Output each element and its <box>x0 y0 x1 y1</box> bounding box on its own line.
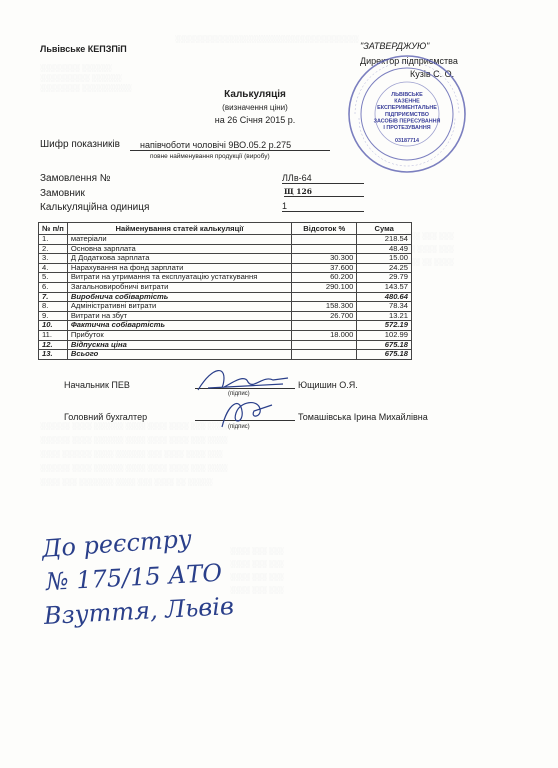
director-name: Кузів С. О. <box>410 69 455 79</box>
row-sum: 675.18 <box>357 340 412 350</box>
document-subtitle: (визначення ціни) <box>222 103 288 112</box>
order-value: ЛЛв-64 <box>282 173 364 184</box>
table-header-row <box>39 223 412 235</box>
table-row <box>39 350 412 360</box>
table-row <box>39 292 412 302</box>
accountant-signature-caption: (підпис) <box>228 424 250 430</box>
approval-label: "ЗАТВЕРДЖУЮ" <box>360 41 430 51</box>
row-percent: 60.200 <box>292 273 357 283</box>
row-sum: 143.57 <box>357 282 412 292</box>
row-percent: 37.600 <box>292 263 357 273</box>
document-title: Калькуляція <box>224 89 286 100</box>
document-date: на 26 Січня 2015 р. <box>214 115 296 125</box>
row-percent <box>292 350 357 360</box>
table-row <box>39 321 412 331</box>
product-caption: повне найменування продукції (виробу) <box>150 153 270 160</box>
director-line: Директор підприємства <box>360 56 458 66</box>
row-sum: 675.18 <box>357 350 412 360</box>
seal-text-line: ЕКСПЕРИМЕНТАЛЬНЕ <box>377 105 437 112</box>
row-number: 2. <box>39 244 68 254</box>
head-signature-caption: (підпис) <box>228 391 250 397</box>
row-name: Основна зарплата <box>67 244 291 254</box>
accountant-name: Томашівська Ірина Михайлівна <box>298 412 428 422</box>
customer-label: Замовник <box>40 188 85 199</box>
handwritten-note-line-3: Взуття, Львів <box>43 592 235 630</box>
row-percent <box>292 321 357 331</box>
row-name: Адміністративні витрати <box>67 302 291 312</box>
row-number: 11. <box>39 330 68 340</box>
row-percent: 26.700 <box>292 311 357 321</box>
row-number: 4. <box>39 263 68 273</box>
row-number: 5. <box>39 273 68 283</box>
row-percent <box>292 244 357 254</box>
row-sum: 78.34 <box>357 302 412 312</box>
row-sum: 102.99 <box>357 330 412 340</box>
head-label: Начальник ПЕВ <box>64 380 130 390</box>
row-percent: 30.300 <box>292 254 357 264</box>
accountant-signature <box>210 393 280 431</box>
row-sum: 15.00 <box>357 254 412 264</box>
handwritten-note-line-1: До реєстру <box>41 524 193 563</box>
row-name: Нарахування на фонд зарплати <box>67 263 291 273</box>
row-number: 3. <box>39 254 68 264</box>
seal-text-line: ЛЬВІВСЬКЕ <box>391 92 423 98</box>
bleed-through-text: ░░░░░░░░░░░░░░░░░░░░░░░░░░░░░░░░░░░░░ <box>175 36 359 43</box>
order-label: Замовлення № <box>40 173 111 184</box>
row-number: 6. <box>39 282 68 292</box>
head-name: Ющишин О.Я. <box>298 380 358 390</box>
row-name: Прибуток <box>67 330 291 340</box>
row-name: Всього <box>67 350 291 360</box>
row-number: 10. <box>39 321 68 331</box>
row-percent <box>292 292 357 302</box>
row-sum: 480.64 <box>357 292 412 302</box>
calculation-table <box>38 222 412 360</box>
row-percent <box>292 235 357 245</box>
product-name: напівчоботи чоловічі 9ВО.05.2 р.275 <box>130 140 330 151</box>
table-row <box>39 302 412 312</box>
seal-text-line: КАЗЕННЕ <box>394 98 420 105</box>
table-row <box>39 311 412 321</box>
row-number: 9. <box>39 311 68 321</box>
seal-text-line: І ПРОТЕЗУВАННЯ <box>383 125 431 131</box>
bleed-through-text: ░░░░░░ ░░░░ ░░░░░░ ░░░░ ░░░░ ░░░░ ░░░ ░░░░ ░░░░░░ ░░░░ ░░░░░░ ░░░░ ░░░░ ░░░░ ░░░ ░░░░ ░░░░ ░░░░░░ ░░░░ ░░░░░░ ░░░ ░░░░ ░░░░ ░░░ ░░░░░░ ░░░░ ░░░░░░ ░░░░ ░░░░ ░░░░ ░░░ ░░░░ ░░░░ ░░░ ░░░░░░░ ░░░░ ░░░ ░░░░ ░░ ░░░░░ <box>40 423 228 486</box>
customer-value: Щ 126 <box>284 187 364 197</box>
table-row <box>39 263 412 273</box>
table-row <box>39 235 412 245</box>
row-number: 8. <box>39 302 68 312</box>
table-row <box>39 244 412 254</box>
row-name: Загальновиробничі витрати <box>67 282 291 292</box>
row-number: 7. <box>39 292 68 302</box>
row-sum: 572.19 <box>357 321 412 331</box>
row-sum: 218.54 <box>357 235 412 245</box>
row-percent <box>292 340 357 350</box>
accountant-label: Головний бухгалтер <box>64 412 148 422</box>
seal-text-line: ЗАСОБІВ ПЕРЕСУВАННЯ <box>373 118 441 125</box>
table-row <box>39 340 412 350</box>
table-row <box>39 254 412 264</box>
row-name: Фактична собівартість <box>67 321 291 331</box>
row-percent: 290.100 <box>292 282 357 292</box>
row-number: 12. <box>39 340 68 350</box>
row-number: 1. <box>39 235 68 245</box>
bleed-through-text: ░░░░ ░░░ ░░░ ░░░░ ░░░ ░░░ ░░░░ ░░░ ░░░ ░░░░ ░░░ ░░░ <box>230 548 284 594</box>
row-name: Д Додаткова зарплата <box>67 254 291 264</box>
unit-label: Калькуляційна одиниця <box>40 202 150 213</box>
column-header: Найменування статей калькуляції <box>67 223 291 235</box>
row-percent: 18.000 <box>292 330 357 340</box>
table-row <box>39 273 412 283</box>
row-sum: 24.25 <box>357 263 412 273</box>
seal-text-line: ПІДПРИЄМСТВО <box>385 111 429 118</box>
organization-name: Львівське КЕПЗПіП <box>40 44 127 54</box>
handwritten-note-line-2: № 175/15 АТО <box>45 558 223 596</box>
unit-value: 1 <box>282 201 364 212</box>
bleed-through-text: ░░░ ░░░ ░░░ ░░ ░░░░ ░░░ ░░░ ░░ ░░░░ <box>405 233 454 266</box>
row-sum: 29.79 <box>357 273 412 283</box>
row-name: Відпускна ціна <box>67 340 291 350</box>
column-header: № п/п <box>39 223 68 235</box>
row-name: Витрати на збут <box>67 311 291 321</box>
row-name: Виробнича собівартість <box>67 292 291 302</box>
bleed-through-text: ░░░░░░░░ ░░░░░░ ░░░░░░░░░░ ░░░░░░ ░░░░░░░░ ░░░░░░░░░░ <box>40 65 132 92</box>
column-header: Сума <box>357 223 412 235</box>
code-label: Шифр показників <box>40 139 120 150</box>
row-name: Витрати на утримання та експлуатацію устаткування <box>67 273 291 283</box>
row-sum: 13.21 <box>357 311 412 321</box>
row-name: матеріали <box>67 235 291 245</box>
row-number: 13. <box>39 350 68 360</box>
row-percent: 158.300 <box>292 302 357 312</box>
column-header: Відсоток % <box>292 223 357 235</box>
table-row <box>39 330 412 340</box>
official-seal <box>345 52 470 177</box>
seal-code: 03187714 <box>395 138 419 144</box>
row-sum: 48.49 <box>357 244 412 254</box>
table-row <box>39 282 412 292</box>
